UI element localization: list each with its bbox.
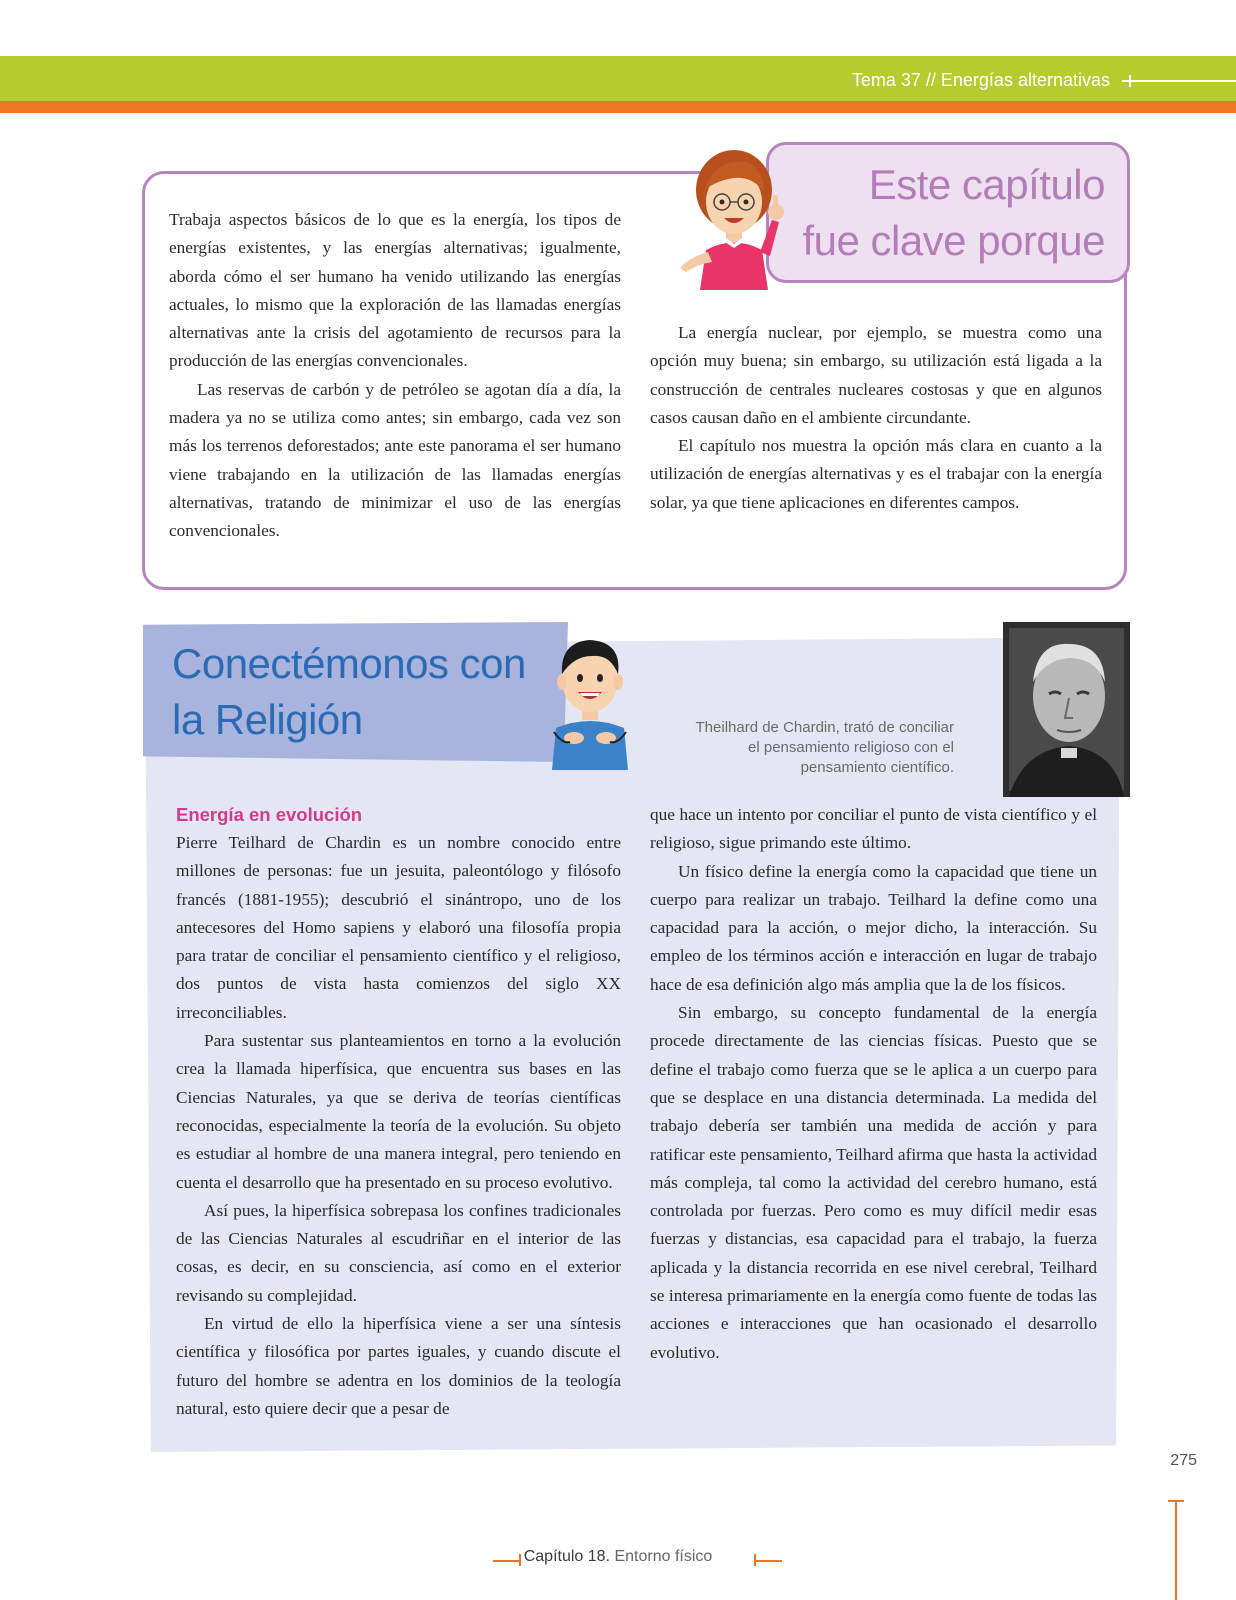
religion-left-paragraph-4: En virtud de ello la hiperfísica viene a ser una síntesis científica y filosófica por partes iguales, y cuando discute el futuro del hombre se adentra en los dominios de la teología natural, esto quiere decir que a pesar de	[176, 1314, 621, 1418]
religion-left-paragraph-2: Para sustentar sus planteamientos en torno a la evolución crea la llamada hiperfísica, que encuentra sus bases en las Ciencias Naturales, ya que se deriva de teorías científicas reconocidas, especialmente la teoría de la evolución. Su objeto es estudiar al hombre de una manera integral, pero teniendo en cuenta el desarrollo que ha presentado en su proceso evolutivo.	[176, 1031, 621, 1192]
header-topic: Tema 37 // Energías alternativas	[851, 70, 1110, 90]
religion-left-paragraph-3: Así pues, la hiperfísica sobrepasa los confines tradicionales de las Ciencias Naturales al escudriñar en el interior de las cosas, es decir, en su consciencia, así como en el exterior revisando su complejidad.	[176, 1200, 621, 1305]
page-number: 275	[1170, 1452, 1197, 1469]
footer-rule-right-tick	[754, 1554, 756, 1566]
boy-illustration	[540, 620, 640, 770]
religion-right-paragraph-2: Un físico define la energía como la capacidad que tiene un cuerpo para realizar un trabajo. Teilhard la define como una capacidad para la acción, o mejor dicho, la interacción. Su empleo de los términos acción e interacción en lugar de trabajo hace de esa definición algo más amplia que la de los físicos.	[650, 861, 1097, 994]
religion-title: Conectémonos con la Religión	[172, 640, 526, 743]
clave-right-column	[650, 319, 1102, 517]
clave-title-box	[766, 142, 1130, 283]
teilhard-portrait-photo	[1003, 622, 1130, 797]
header-orange-band	[0, 101, 1236, 113]
clave-left-paragraph-1: Trabaja aspectos básicos de lo que es la energía, los tipos de energías existentes, y las energías alternativas; igualmente, aborda cómo el ser humano ha venido utilizando las energías actuales, lo mismo que la exploración de las llamadas energías alternativas ante la crisis del agotamiento de recursos para la producción de las energías convencionales.	[169, 210, 621, 371]
religion-left-column	[176, 801, 621, 1423]
clave-left-paragraph-2: Las reservas de carbón y de petróleo se agotan día a día, la madera ya no se utiliza como antes; sin embargo, cada vez son más los terrenos deforestados; ante este panorama el ser humano viene trabajando en la utilización de las llamadas energías alternativas, tratando de minimizar el uso de las energías convencionales.	[169, 379, 621, 541]
religion-subheading: Energía en evolución	[176, 804, 363, 825]
footer-rule-right	[754, 1560, 782, 1562]
clave-left-column	[169, 206, 621, 546]
clave-right-paragraph-2: El capítulo nos muestra la opción más clara en cuanto a la utilización de energías alternativas y es el trabajar con la energía solar, ya que tiene aplicaciones en diferentes campos.	[650, 436, 1102, 512]
clave-right-paragraph-1: La energía nuclear, por ejemplo, se muestra como una opción muy buena; sin embargo, su utilización está ligada a la construcción de centrales nucleares costosas y que en algunos casos causan daño en el ambiente circundante.	[650, 323, 1102, 427]
header-rule	[1122, 80, 1236, 82]
religion-right-column	[650, 801, 1097, 1367]
girl-illustration	[676, 140, 796, 290]
religion-right-paragraph-3: Sin embargo, su concepto fundamental de la energía procede directamente de las ciencias físicas. Puesto que se define el trabajo como fuerza que se le aplica a un cuerpo para que se desplace en una distancia determinada. La medida del trabajo debería ser también una medida de acción y para ratificar este pensamiento, Teilhard afirma que hasta la actividad más compleja, tal como la actividad del cerebro humano, está controlada por fuerzas. Pero como es muy difícil medir esas fuerzas y distancias, esa capacidad para el trabajo, la fuerza aplicada y la distancia recorrida en ese nivel cerebral, Teilhard se interesa primariamente en la energía como fuente de todas las acciones e interacciones que han ocasionado el desarrollo evolutivo.	[650, 1003, 1097, 1362]
footer-chapter: Capítulo 18.	[523, 1548, 610, 1565]
religion-right-paragraph-1: que hace un intento por conciliar el punto de vista científico y el religioso, sigue primando este último.	[650, 805, 1097, 853]
religion-left-paragraph-1: Pierre Teilhard de Chardin es un nombre conocido entre millones de personas: fue un jesuita, paleontólogo y filósofo francés (1881-1955); descubrió el sinántropo, uno de los antecesores del Homo sapiens y elaboró una filosofía propia para tratar de conciliar el pensamiento científico y el religioso, dos puntos de vista hasta comienzos del siglo XX irreconciliables.	[176, 833, 621, 1022]
clave-title: Este capítulo fue clave porque	[802, 161, 1105, 264]
footer	[0, 1548, 1236, 1566]
footer-subject: Entorno físico	[614, 1548, 713, 1565]
photo-caption: Theilhard de Chardin, trató de conciliar el pensamiento religioso con el pensamiento científico.	[695, 719, 954, 776]
